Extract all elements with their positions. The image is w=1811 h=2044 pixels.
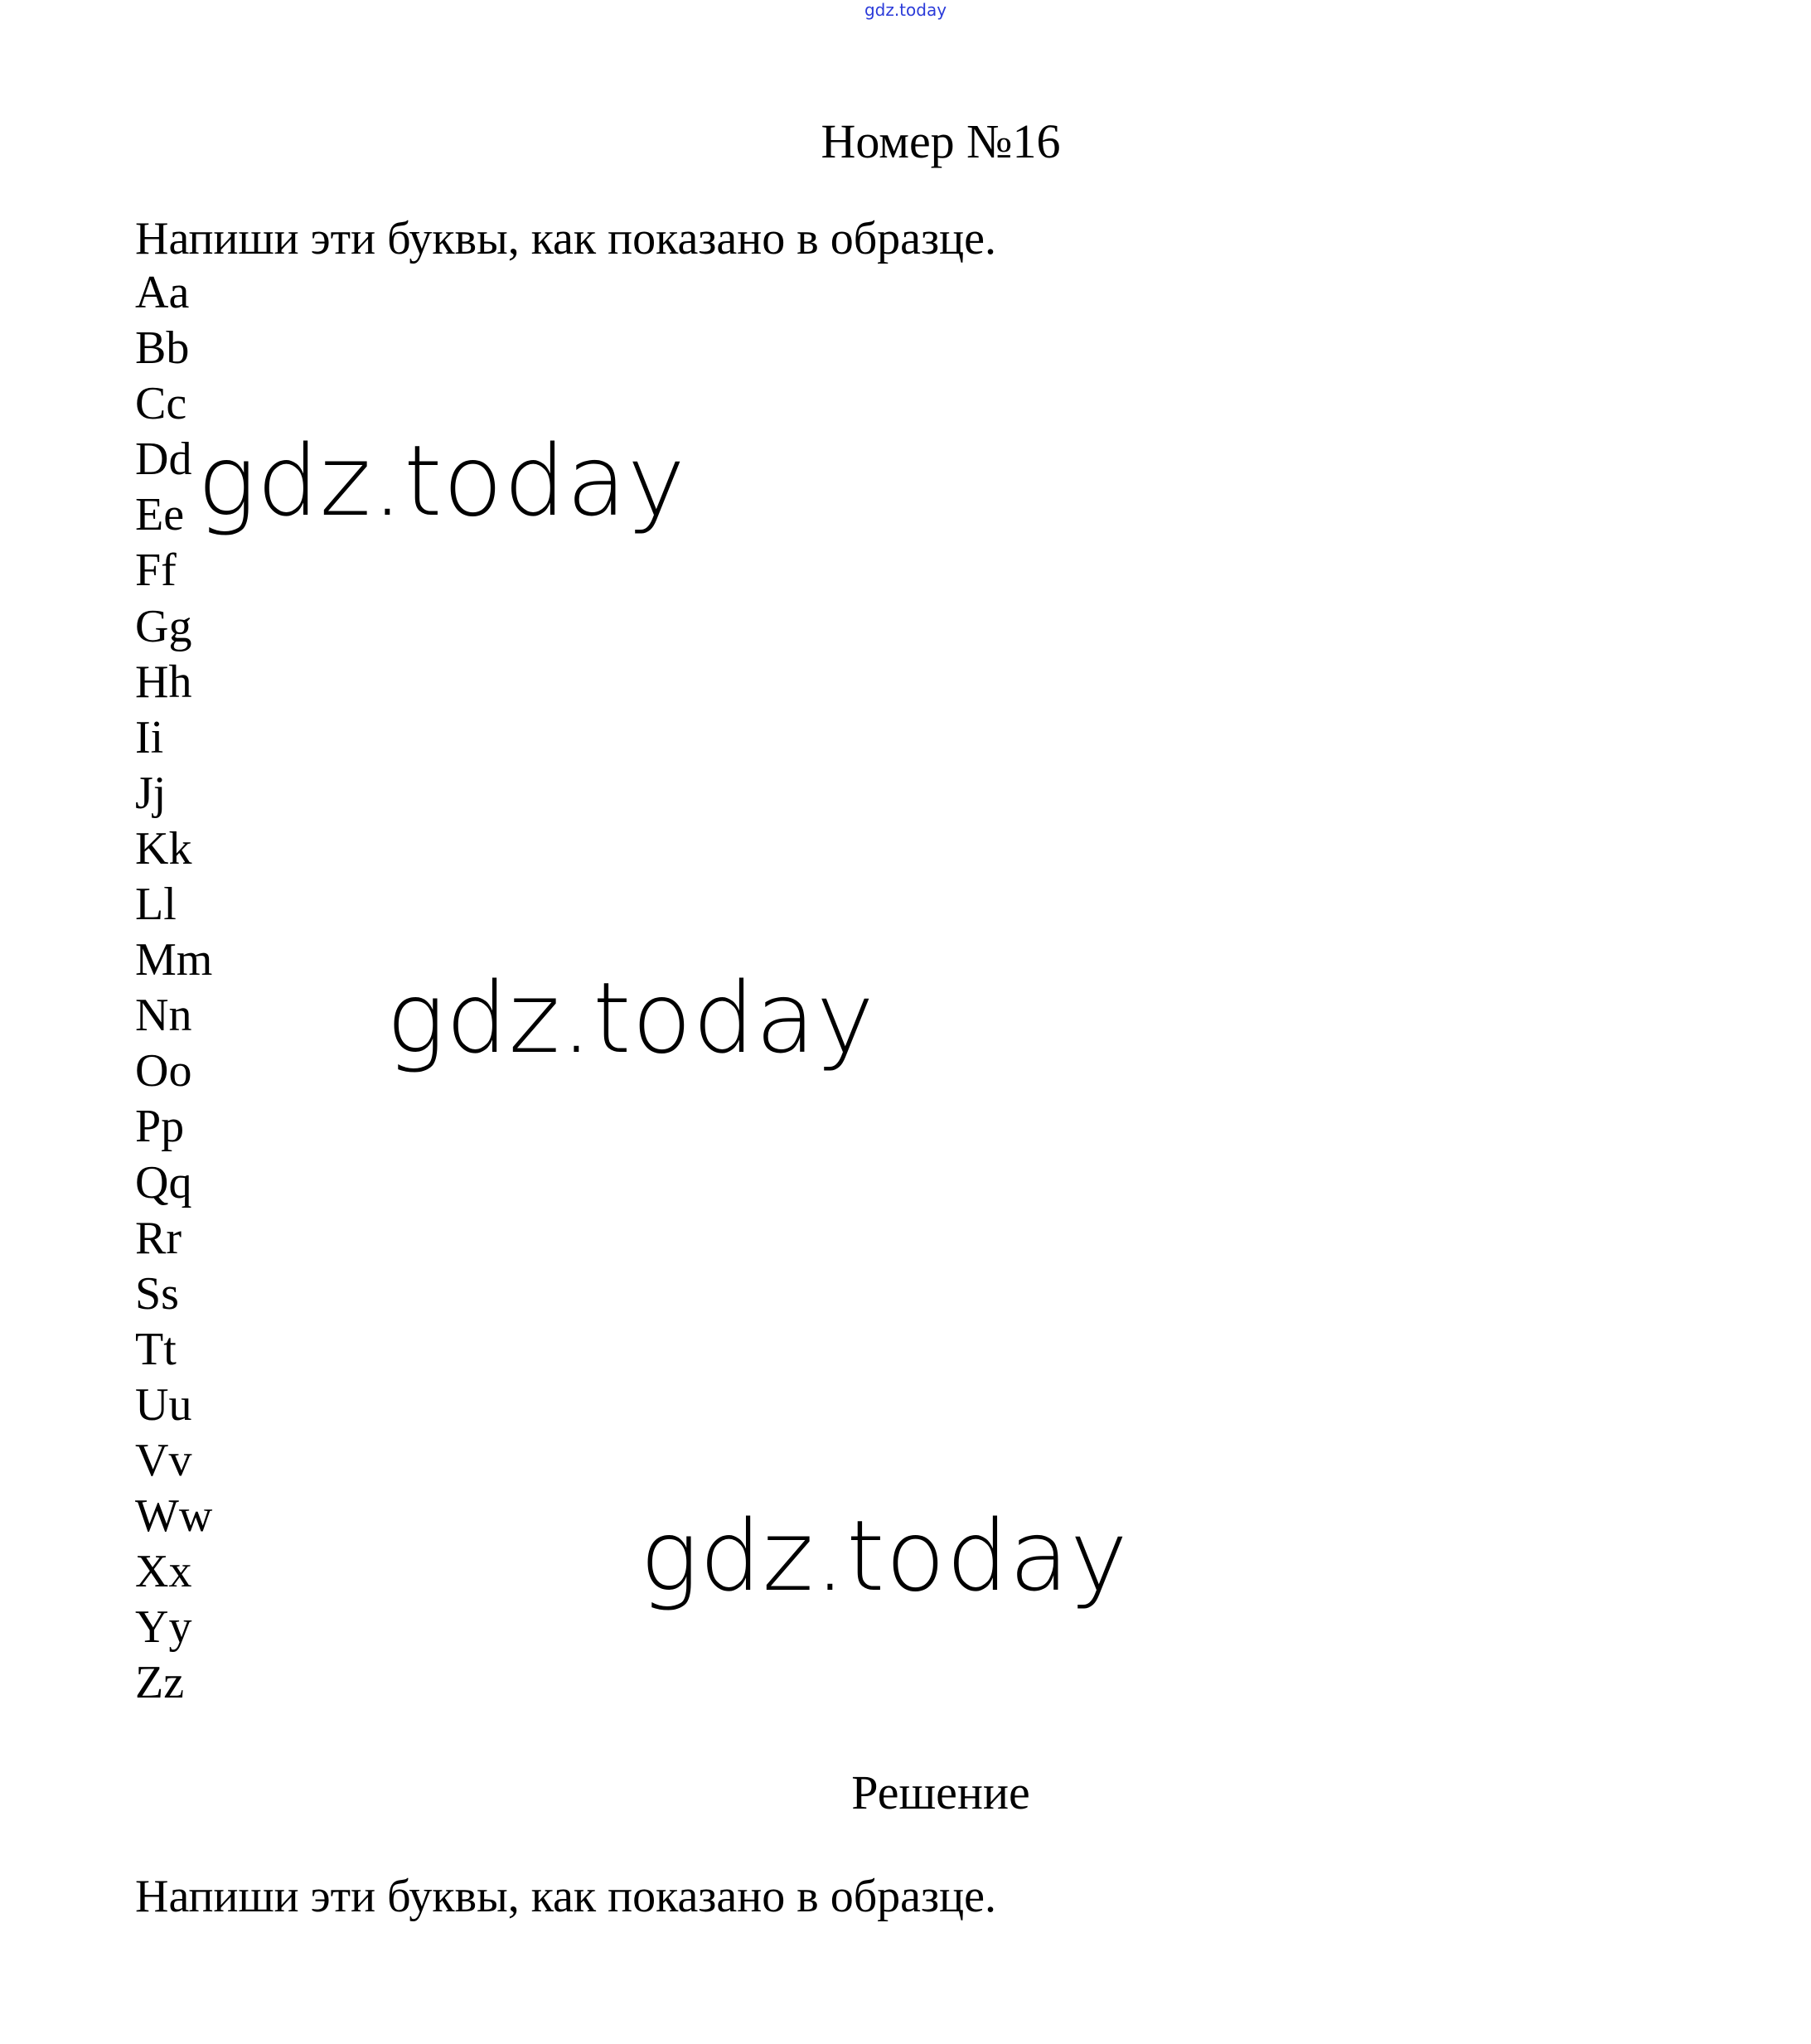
list-item: Mm — [135, 934, 213, 986]
list-item: Aa — [135, 267, 190, 318]
list-item: Ww — [135, 1490, 213, 1543]
list-item: Kk — [135, 822, 192, 874]
list-item: Oo — [135, 1045, 192, 1097]
list-item: Rr — [135, 1212, 182, 1264]
solution-instruction: Напиши эти буквы, как показано в образце. — [135, 1871, 996, 1922]
page-title: Номер №16 — [821, 114, 1061, 168]
watermark: gdz.today — [640, 1499, 1129, 1613]
list-item: Ss — [135, 1267, 179, 1320]
list-item: Zz — [135, 1657, 185, 1709]
watermark: gdz.today — [386, 961, 875, 1075]
list-item: Yy — [135, 1601, 192, 1654]
list-item: Bb — [135, 322, 190, 375]
list-item: Vv — [135, 1434, 192, 1486]
list-item: Hh — [135, 656, 192, 708]
task-instruction: Напиши эти буквы, как показано в образце. — [135, 213, 996, 264]
list-item: Xx — [135, 1546, 192, 1598]
watermark: gdz.today — [197, 424, 686, 538]
list-item: Ii — [135, 711, 164, 763]
list-item: Nn — [135, 990, 192, 1042]
list-item: Qq — [135, 1156, 192, 1208]
list-item: Uu — [135, 1378, 192, 1431]
site-link[interactable]: gdz.today — [864, 0, 947, 20]
list-item: Tt — [135, 1323, 177, 1375]
list-item: Pp — [135, 1101, 185, 1153]
list-item: Ll — [135, 879, 177, 931]
list-item: Dd — [135, 434, 192, 486]
list-item: Gg — [135, 600, 192, 652]
list-item: Jj — [135, 767, 167, 819]
list-item: Cc — [135, 378, 187, 430]
list-item: Ff — [135, 545, 177, 597]
solution-heading: Решение — [851, 1765, 1030, 1819]
list-item: Ee — [135, 489, 185, 541]
